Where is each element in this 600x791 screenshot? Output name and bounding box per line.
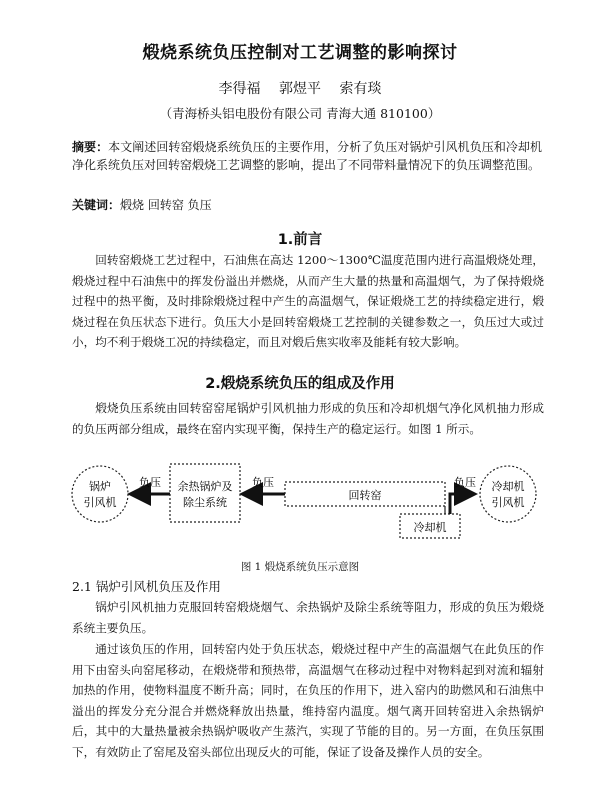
waste-heat-label-1: 余热锅炉及 [177,480,233,493]
boiler-fan-label-1: 锅炉 [89,480,111,493]
section2-paragraph: 煅烧负压系统由回转窑窑尾锅炉引风机抽力形成的负压和冷却机烟气净化风机抽力形成的负压两部分组成，最终在窑内实现平衡，保持生产的稳定运行。如图 1 所示。 [72,401,544,436]
neg-pressure-label-2: 负压 [252,476,274,489]
section2-1-paragraph-1: 锅炉引风机抽力克服回转窑煅烧烟气、余热锅炉及除尘系统等阻力，形成的负压为煅烧系统主要负压。 [72,600,544,635]
figure-1-caption: 图 1 煅烧系统负压示意图 [240,561,360,573]
waste-heat-node [170,464,240,522]
cooler-label: 冷却机 [413,521,447,534]
section2-1-paragraph-2: 通过该负压的作用，回转窑内处于负压状态，煅烧过程中产生的高温烟气在此负压的作用下由窑头向窑尾移动，在煅烧带和预热带，高温烟气在移动过程中对物料起到对流和辐射加热的作用，使物料温度不断升高；同时，在负压的作用下，进入窑内的助燃风和石油焦中溢出的挥发分充分混合并燃烧释放出热量，维持窑内温度。烟气离开回转窑进入余热锅炉后，其中的大量热量被余热锅炉吸收产生蒸汽，实现了节能的目的。另一方面，在负压氛围下，有效防止了窑尾及窑头部位出现反火的可能，保证了设备及操作人员的安全。 [72,642,544,759]
section2-heading: 2.煅烧系统负压的组成及作用 [205,376,395,392]
keywords [72,196,542,214]
cooler-fan-node [480,466,536,522]
figure-1-diagram [70,456,540,552]
paper-title: 煅烧系统负压控制对工艺调整的影响探讨 [142,43,458,63]
affiliation: （青海桥头铝电股份有限公司 青海大通 810100） [159,106,441,121]
waste-heat-label-2: 除尘系统 [183,496,227,509]
neg-pressure-label-3: 负压 [454,476,476,489]
authors: 李得福 郭煜平 索有琰 [218,81,382,97]
flow-arrow-3 [450,494,475,514]
section1-heading: 1.前言 [277,232,323,248]
cooler-node [400,514,460,538]
section2-1-heading: 2.1 锅炉引风机负压及作用 [72,579,221,594]
abstract [72,138,542,174]
cooler-fan-label-1: 冷却机 [491,480,525,493]
boiler-fan-node [72,466,128,522]
section1-paragraph: 回转窑煅烧工艺过程中，石油焦在高达 1200～1300℃温度范围内进行高温煅烧处理，煅烧过程中石油焦中的挥发份溢出并燃烧，从而产生大量的热量和高温烟气，为了保持煅烧过程中的热平衡，及时排除煅烧过程中产生的高温烟气，保证煅烧工艺的持续稳定进行，煅烧过程在负压状态下进行。负压大小是回转窑煅烧工艺控制的关键参数之一，负压过大或过小，均不利于煅烧工况的持续稳定，而且对煅后焦实收率及能耗有较大影响。 [72,253,544,349]
abstract-label: 摘要： [72,140,109,154]
cooler-fan-label-2: 引风机 [491,496,525,509]
boiler-fan-label-2: 引风机 [83,496,117,509]
abstract-text: 本文阐述回转窑煅烧系统负压的主要作用，分析了负压对锅炉引风机负压和冷却机净化系统负压对回转窑煅烧工艺调整的影响，提出了不同带料量情况下的负压调整范围。 [72,140,542,172]
keywords-text: 煅烧 回转窑 负压 [120,198,212,212]
rotary-kiln-node [285,482,445,506]
keywords-label: 关键词： [72,198,121,212]
neg-pressure-label-1: 负压 [139,476,161,489]
rotary-kiln-label: 回转窑 [348,489,382,502]
